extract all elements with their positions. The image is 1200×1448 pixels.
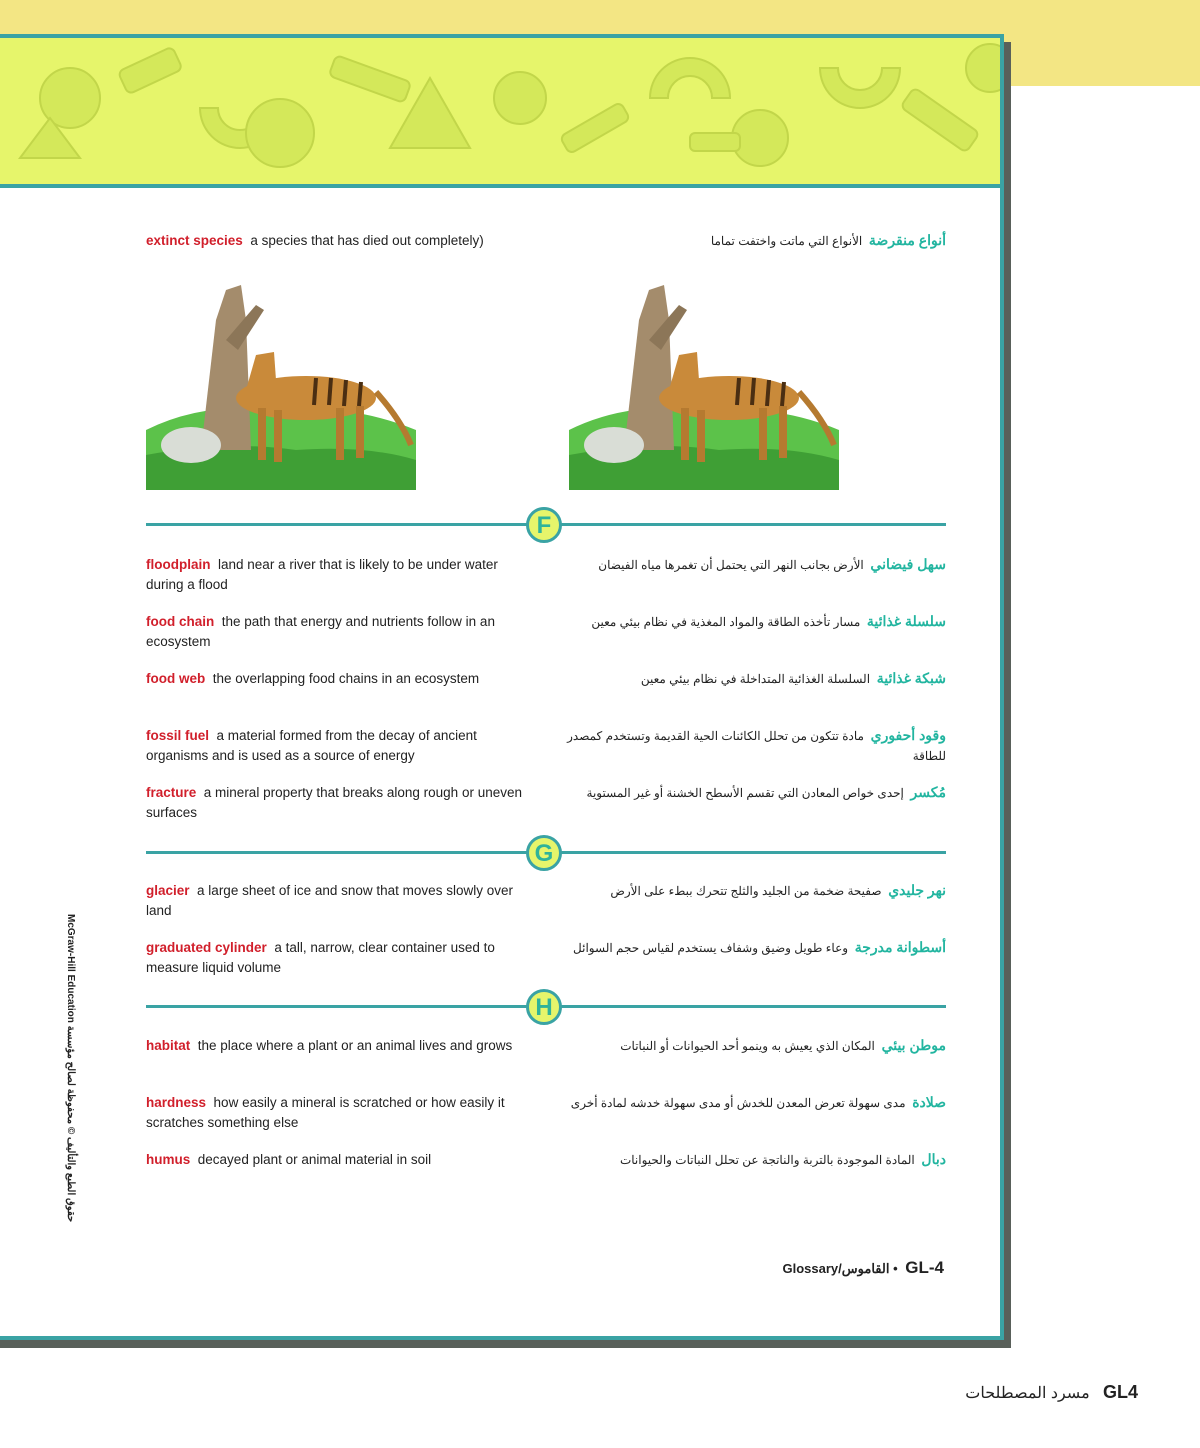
term: habitat bbox=[146, 1038, 191, 1053]
entry-humus-en bbox=[146, 1150, 531, 1170]
entry-habitat-en bbox=[146, 1036, 531, 1056]
definition: الأرض بجانب النهر التي يحتمل أن تغمرها مياه الفيضان bbox=[598, 558, 864, 572]
footer-label: Glossary/القاموس bbox=[782, 1261, 890, 1276]
definition: المادة الموجودة بالتربة والناتجة عن تحلل النباتات والحيوانات bbox=[619, 1153, 915, 1167]
footer-page: GL-4 bbox=[905, 1258, 944, 1277]
definition: the path that energy and nutrients follow in an ecosystem bbox=[146, 614, 495, 649]
entry-extinct-species-ar bbox=[565, 230, 946, 251]
definition: المكان الذي يعيش به وينمو أحد الحيوانات أو النباتات bbox=[620, 1039, 875, 1053]
definition: صفيحة ضخمة من الجليد والثلج تتحرك ببطء على الأرض bbox=[610, 884, 882, 898]
term: fossil fuel bbox=[146, 728, 210, 743]
definition: مدى سهولة تعرض المعدن للخدش أو مدى سهولة خدشه لمادة أخرى bbox=[570, 1096, 906, 1110]
definition: the overlapping food chains in an ecosystem bbox=[212, 671, 480, 686]
entry-glacier-ar bbox=[565, 880, 946, 901]
entry-food-chain-en bbox=[146, 612, 531, 651]
definition: الأنواع التي ماتت واختفت تماما bbox=[710, 234, 863, 248]
definition: how easily a mineral is scratched or how easily it scratches something else bbox=[146, 1095, 505, 1130]
term: food chain bbox=[146, 614, 215, 629]
definition: مسار تأخذه الطاقة والمواد المغذية في نظام بيئي معين bbox=[591, 615, 861, 629]
entry-fossil-fuel-ar bbox=[565, 725, 946, 766]
term: أسطوانة مدرجة bbox=[854, 939, 946, 955]
page-number bbox=[965, 1382, 1138, 1403]
section-letter-h: H bbox=[526, 989, 562, 1025]
term: دبال bbox=[921, 1151, 946, 1167]
entry-hardness-ar bbox=[565, 1092, 946, 1113]
copyright-credit: McGraw-Hill Education حقوق الطبع والتأليف © محفوظة لصالح مؤسسة bbox=[65, 914, 76, 1223]
term: سلسلة غذائية bbox=[866, 613, 946, 629]
entry-habitat-ar bbox=[565, 1035, 946, 1056]
footer-bullet: • bbox=[893, 1261, 898, 1276]
definition: a tall, narrow, clear container used to measure liquid volume bbox=[146, 940, 495, 975]
definition: a material formed from the decay of ancient organisms and is used as a source of energy bbox=[146, 728, 477, 763]
term: شبكة غذائية bbox=[876, 670, 946, 686]
entry-food-chain-ar bbox=[565, 611, 946, 632]
definition: وعاء طويل وضيق وشفاف يستخدم لقياس حجم السوائل bbox=[573, 941, 849, 955]
entry-food-web-ar bbox=[565, 668, 946, 689]
entry-food-web-en bbox=[146, 669, 531, 689]
term: موطن بيئي bbox=[881, 1037, 946, 1053]
entry-fracture-en bbox=[146, 783, 531, 822]
entry-floodplain-ar bbox=[565, 554, 946, 575]
page-number-label: مسرد المصطلحات bbox=[965, 1385, 1090, 1402]
definition: مادة تتكون من تحلل الكائنات الحية القديمة وتستخدم كمصدر للطاقة bbox=[567, 729, 946, 763]
entry-graduated-cylinder-ar bbox=[565, 937, 946, 958]
term: نهر جليدي bbox=[888, 882, 946, 898]
entry-extinct-species-en bbox=[146, 231, 531, 251]
entry-graduated-cylinder-en bbox=[146, 938, 531, 977]
definition: a mineral property that breaks along rough or uneven surfaces bbox=[146, 785, 522, 820]
definition: a large sheet of ice and snow that moves slowly over land bbox=[146, 883, 513, 918]
term: humus bbox=[146, 1152, 191, 1167]
definition: السلسلة الغذائية المتداخلة في نظام بيئي معين bbox=[640, 672, 871, 686]
entry-glacier-en bbox=[146, 881, 531, 920]
definition: the place where a plant or an animal lives and grows bbox=[197, 1038, 513, 1053]
term: أنواع منقرضة bbox=[868, 232, 946, 248]
section-letter-g: G bbox=[526, 835, 562, 871]
definition: إحدى خواص المعادن التي تقسم الأسطح الخشنة أو غير المستوية bbox=[586, 786, 904, 800]
definition: a species that has died out completely) bbox=[250, 233, 484, 248]
definition: decayed plant or animal material in soil bbox=[197, 1152, 432, 1167]
page-footer bbox=[783, 1258, 944, 1278]
term: سهل فيضاني bbox=[870, 556, 946, 572]
entry-fracture-ar bbox=[565, 782, 946, 803]
term: fracture bbox=[146, 785, 197, 800]
term: صلادة bbox=[912, 1094, 946, 1110]
extinct-species-illustration-en bbox=[146, 280, 416, 490]
definition: land near a river that is likely to be under water during a flood bbox=[146, 557, 498, 592]
extinct-species-illustration-ar bbox=[569, 280, 839, 490]
page-number-value: GL4 bbox=[1102, 1382, 1138, 1402]
entry-floodplain-en bbox=[146, 555, 531, 594]
entry-humus-ar bbox=[565, 1149, 946, 1170]
term: extinct species bbox=[146, 233, 243, 248]
science-tools-pattern bbox=[0, 38, 1000, 184]
term: floodplain bbox=[146, 557, 211, 572]
section-letter-f: F bbox=[526, 507, 562, 543]
term: hardness bbox=[146, 1095, 207, 1110]
decorative-banner bbox=[0, 38, 1000, 188]
term: glacier bbox=[146, 883, 190, 898]
term: وقود أحفوري bbox=[870, 727, 946, 743]
term: graduated cylinder bbox=[146, 940, 267, 955]
entry-hardness-en bbox=[146, 1093, 531, 1132]
entry-fossil-fuel-en bbox=[146, 726, 531, 765]
term: food web bbox=[146, 671, 206, 686]
term: مُكسر bbox=[910, 784, 946, 800]
